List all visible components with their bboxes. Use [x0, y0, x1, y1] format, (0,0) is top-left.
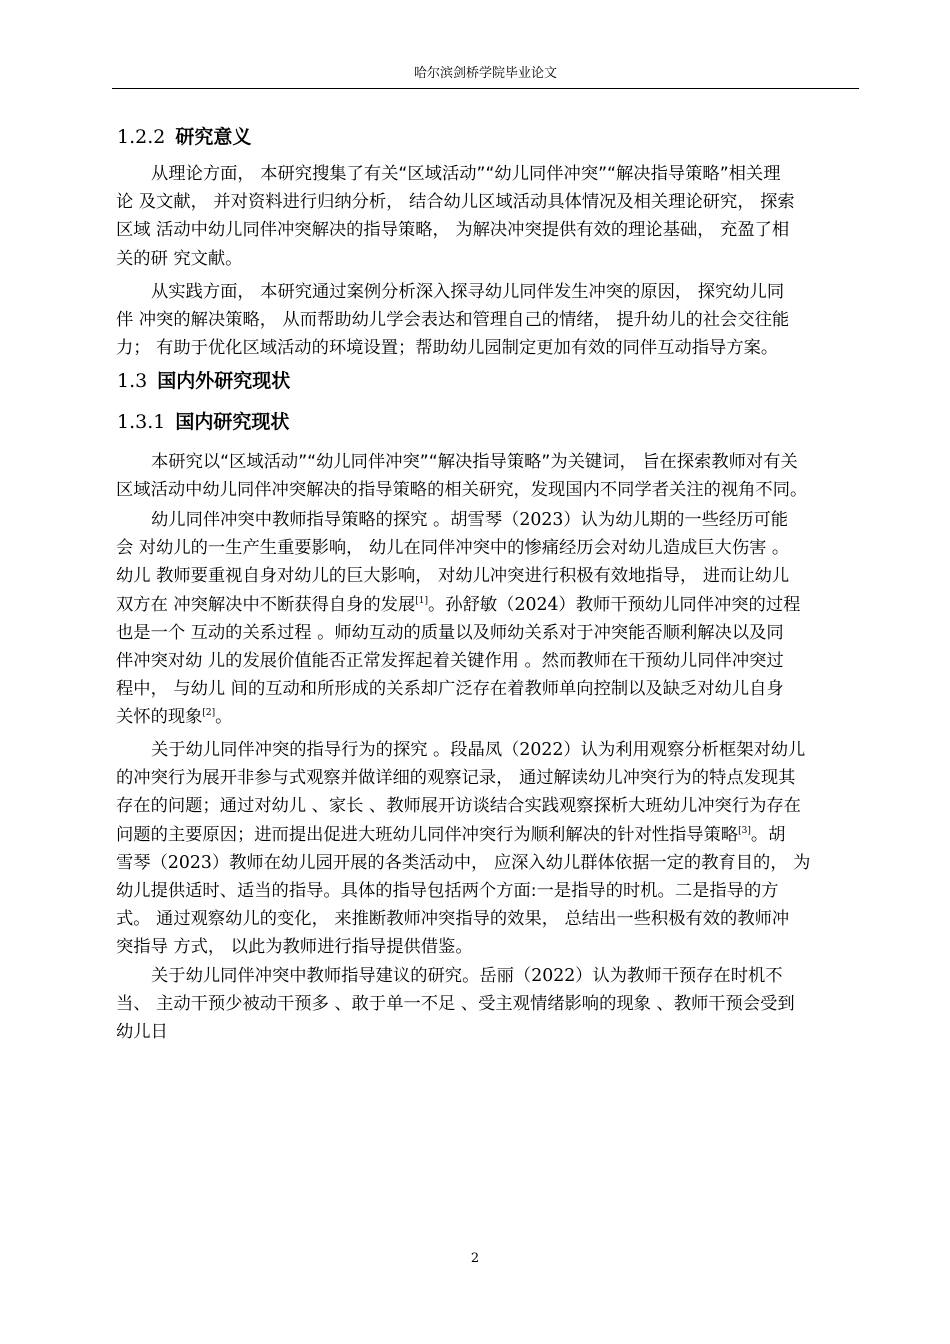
- text-run: 关怀的现象: [116, 707, 203, 728]
- reference-marker[interactable]: [1]: [415, 595, 429, 606]
- text-line: 伴冲突对幼 儿的发展价值能否正常发挥起着关键作用 。然而教师在干预幼儿同伴冲突过: [116, 650, 784, 671]
- text-line: 从理论方面， 本研究搜集了有关“区域活动”“幼儿同伴冲突”“解决指导策略”相关理: [151, 164, 781, 184]
- citation-year: （2022）: [513, 966, 593, 986]
- text-line: 当、 主动干预少被动干预多 、敢于单一不足 、受主观情绪影响的现象 、教师干预会受到: [116, 994, 795, 1015]
- text-run: 。胡: [750, 824, 786, 845]
- citation-year: （2022）: [502, 740, 581, 760]
- text-run: 雪琴: [116, 852, 151, 873]
- text-line: 存在的问题；通过对幼儿 、家长 、教师展开访谈结合实践观察探析大班幼儿冲突行为存在: [116, 796, 801, 817]
- reference-marker[interactable]: [3]: [738, 825, 751, 836]
- text-run: 教师干预幼儿同伴冲突的过程: [575, 594, 801, 615]
- text-line: [116, 591, 861, 619]
- paragraph-keywords: [116, 448, 861, 504]
- section-heading-1-3-1: [117, 409, 289, 435]
- text-line: [116, 506, 861, 534]
- text-line: 式。 通过观察幼儿的变化， 来推断教师冲突指导的效果， 总结出一些积极有效的教师冲: [116, 909, 790, 930]
- text-line: 突指导 方式， 以此为教师进行指导提供借鉴。: [116, 937, 473, 958]
- page-number: 2: [470, 1251, 480, 1266]
- text-line: [116, 821, 861, 849]
- text-line: 幼儿日: [116, 1022, 168, 1043]
- section-heading-1-2-2: [117, 124, 251, 150]
- paragraph-guidance-behavior: [116, 736, 861, 962]
- text-line: 关的研 究文献。: [116, 248, 243, 269]
- section-number: 1.3.1: [117, 411, 166, 433]
- text-run: 。: [215, 707, 233, 728]
- citation-year: （2024）: [497, 594, 576, 615]
- text-run: 。孙舒敏: [428, 594, 498, 615]
- text-run: 认为幼儿期的一些经历可能: [580, 510, 789, 530]
- text-line: 本研究以“区域活动”“幼儿同伴冲突”“解决指导策略”为关键词， 旨在探索教师对有关: [151, 452, 798, 472]
- paragraph-teacher-strategy: [116, 506, 861, 732]
- header-rule: [112, 88, 859, 89]
- text-line: [116, 849, 861, 877]
- citation-year: （2023）: [502, 510, 581, 530]
- section-title: 研究意义: [175, 126, 252, 148]
- text-run: 认为利用观察分析框架对幼儿: [580, 740, 806, 760]
- text-run: 关于幼儿同伴冲突的指导行为的探究 。段晶凤: [151, 740, 503, 760]
- text-line: [116, 703, 861, 731]
- section-heading-1-3: [117, 368, 290, 394]
- citation-year: （2023）: [150, 852, 230, 873]
- text-line: 的冲突行为展开非参与式观察并做详细的观察记录， 通过解读幼儿冲突行为的特点发现其: [116, 768, 796, 789]
- text-line: 伴 冲突的解决策略， 从而帮助幼儿学会表达和管理自己的情绪， 提升幼儿的社会交往能: [116, 310, 790, 331]
- paragraph-practice: [116, 278, 861, 363]
- section-title: 国内外研究现状: [157, 370, 291, 392]
- text-run: 问题的主要原因；进而提出促进大班幼儿同伴冲突行为顺利解决的针对性指导策略: [116, 824, 739, 845]
- text-run: 幼儿同伴冲突中教师指导策略的探究 。胡雪琴: [151, 510, 503, 530]
- reference-marker[interactable]: [2]: [202, 708, 216, 719]
- paragraph-theory: [116, 160, 861, 273]
- paragraph-guidance-advice: [116, 962, 861, 1047]
- text-run: 认为教师干预存在时机不: [592, 966, 783, 986]
- text-line: 幼儿 教师要重视自身对幼儿的巨大影响， 对幼儿冲突进行积极有效地指导， 进而让幼儿: [116, 566, 790, 587]
- text-line: 区域 活动中幼儿同伴冲突解决的指导策略， 为解决冲突提供有效的理论基础， 充盈了相: [116, 220, 790, 241]
- section-number: 1.2.2: [117, 126, 166, 148]
- text-line: 也是一个 互动的关系过程 。师幼互动的质量以及师幼关系对于冲突能否顺利解决以及同: [116, 622, 784, 643]
- text-line: 区域活动中幼儿同伴冲突解决的指导策略的相关研究，发现国内不同学者关注的视角不同。: [116, 480, 808, 501]
- text-line: [116, 736, 861, 764]
- text-run: 双方在 冲突解决中不断获得自身的发展: [116, 594, 416, 615]
- text-line: [116, 962, 861, 990]
- text-line: 会 对幼儿的一生产生重要影响， 幼儿在同伴冲突中的惨痛经历会对幼儿造成巨大伤害 。: [116, 538, 790, 559]
- section-number: 1.3: [117, 370, 148, 392]
- text-line: 论 及文献， 并对资料进行归纳分析， 结合幼儿区域活动具体情况及相关理论研究， 探索: [116, 192, 795, 213]
- running-header: 哈尔滨剑桥学院毕业论文: [413, 66, 557, 81]
- section-title: 国内研究现状: [175, 411, 290, 433]
- text-line: 从实践方面， 本研究通过案例分析深入探寻幼儿同伴发生冲突的原因， 探究幼儿同: [151, 282, 785, 302]
- text-run: 教师在幼儿园开展的各类活动中， 应深入幼儿群体依据一定的教育目的， 为: [229, 852, 811, 873]
- text-line: 幼儿提供适时、适当的指导。具体的指导包括两个方面:一是指导的时机。二是指导的方: [116, 880, 779, 901]
- text-line: 力； 有助于优化区域活动的环境设置；帮助幼儿园制定更加有效的同伴互动指导方案。: [116, 338, 779, 359]
- text-line: 程中， 与幼儿 间的互动和所形成的关系却广泛存在着教师单向控制以及缺乏对幼儿自身: [116, 679, 784, 700]
- text-run: 关于幼儿同伴冲突中教师指导建议的研究。岳丽: [151, 966, 514, 986]
